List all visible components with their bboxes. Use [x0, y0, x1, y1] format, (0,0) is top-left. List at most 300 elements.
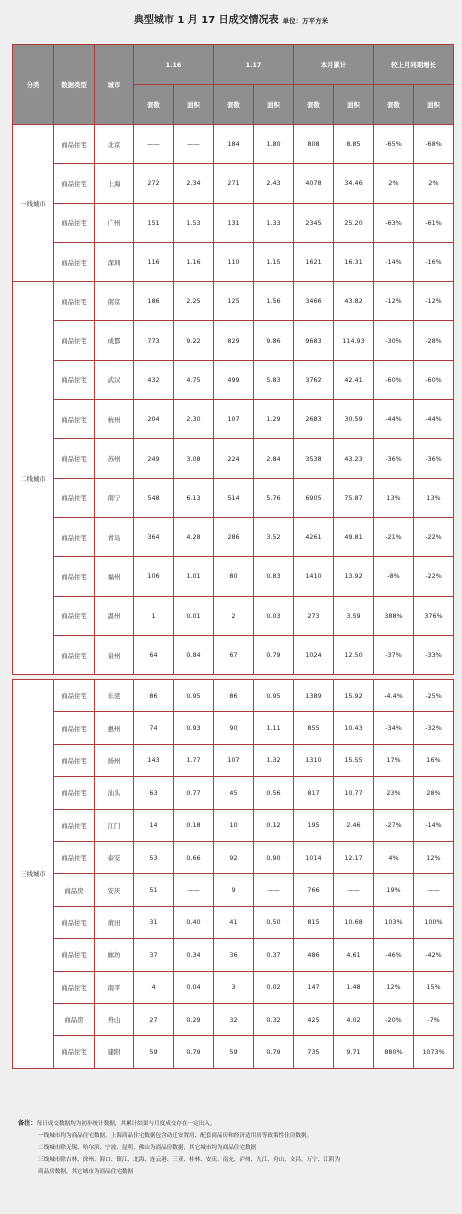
value-cell: 67 — [214, 635, 254, 674]
value-cell: 4078 — [294, 164, 334, 203]
value-cell: -44% — [414, 400, 454, 439]
value-cell: 0.93 — [174, 712, 214, 744]
value-cell: 4.28 — [174, 517, 214, 556]
value-cell: 6.13 — [174, 478, 214, 517]
data-type-cell: 商品住宅 — [54, 596, 95, 635]
value-cell: 100% — [414, 906, 454, 938]
value-cell: -14% — [414, 809, 454, 841]
value-cell: -44% — [374, 400, 414, 439]
value-cell: 3.08 — [174, 439, 214, 478]
value-cell: 1.01 — [174, 557, 214, 596]
table-row — [13, 282, 454, 321]
header-group-growth: 较上月同期增长 — [374, 45, 454, 85]
page-title: 典型城市 1 月 17 日成交情况表 — [133, 15, 279, 26]
value-cell: 2% — [414, 164, 454, 203]
value-cell: 131 — [214, 203, 254, 242]
table-tier-1-2 — [12, 124, 454, 675]
value-cell: 0.79 — [254, 635, 294, 674]
value-cell: 829 — [214, 321, 254, 360]
value-cell: 116 — [134, 242, 174, 281]
value-cell: -7% — [414, 1003, 454, 1035]
data-type-cell: 商品住宅 — [54, 777, 95, 809]
value-cell: 63 — [134, 777, 174, 809]
value-cell: 13% — [374, 478, 414, 517]
table-row — [13, 680, 454, 712]
value-cell: 4 — [134, 971, 174, 1003]
value-cell: 808 — [294, 125, 334, 164]
value-cell: 8.85 — [334, 125, 374, 164]
value-cell: -65% — [374, 125, 414, 164]
value-cell: 90 — [214, 712, 254, 744]
value-cell: 2 — [214, 596, 254, 635]
value-cell: 10.43 — [334, 712, 374, 744]
table-row — [13, 712, 454, 744]
value-cell: 1310 — [294, 744, 334, 776]
value-cell: 110 — [214, 242, 254, 281]
city-cell: 廊坊 — [95, 939, 134, 971]
value-cell: -4.4% — [374, 680, 414, 712]
value-cell: 74 — [134, 712, 174, 744]
value-cell: -36% — [414, 439, 454, 478]
value-cell: 23% — [374, 777, 414, 809]
value-cell: 32 — [214, 1003, 254, 1035]
value-cell: 12% — [374, 971, 414, 1003]
city-cell: 青岛 — [95, 517, 134, 556]
city-cell: 扬州 — [95, 744, 134, 776]
value-cell: 64 — [134, 635, 174, 674]
table-row — [13, 939, 454, 971]
city-cell: 福州 — [95, 557, 134, 596]
value-cell: 151 — [134, 203, 174, 242]
value-cell: 36 — [214, 939, 254, 971]
category-cell: 二线城市 — [13, 282, 54, 675]
value-cell: 0.01 — [174, 596, 214, 635]
value-cell: -12% — [414, 282, 454, 321]
value-cell: 249 — [134, 439, 174, 478]
table-row — [13, 596, 454, 635]
header-group-0117: 1.17 — [214, 45, 294, 85]
value-cell: 59 — [214, 1036, 254, 1068]
value-cell: 425 — [294, 1003, 334, 1035]
data-type-cell: 商品住宅 — [54, 744, 95, 776]
value-cell: 204 — [134, 400, 174, 439]
value-cell: 6905 — [294, 478, 334, 517]
value-cell: 106 — [134, 557, 174, 596]
value-cell: 1.33 — [254, 203, 294, 242]
value-cell: 12.50 — [334, 635, 374, 674]
note-line: 二线城市除无锡、哈尔滨、宁波、昆明、佛山为商品房数据，其它城市均为商品住宅数据 — [38, 1145, 257, 1151]
value-cell: 9.22 — [174, 321, 214, 360]
header-sub: 套数 — [374, 85, 414, 125]
value-cell: 388% — [374, 596, 414, 635]
value-cell: 86 — [214, 680, 254, 712]
table-row — [13, 635, 454, 674]
value-cell: 186 — [134, 282, 174, 321]
value-cell: -42% — [414, 939, 454, 971]
city-cell: 杭州 — [95, 400, 134, 439]
city-cell: 南平 — [95, 971, 134, 1003]
value-cell: 107 — [214, 400, 254, 439]
value-cell: 28% — [414, 777, 454, 809]
table-tier-3 — [12, 679, 454, 1069]
value-cell: 107 — [214, 744, 254, 776]
value-cell: 0.90 — [254, 841, 294, 873]
value-cell: 1410 — [294, 557, 334, 596]
value-cell: 92 — [214, 841, 254, 873]
value-cell: -46% — [374, 939, 414, 971]
value-cell: —— — [174, 874, 214, 906]
table-row — [13, 874, 454, 906]
value-cell: 43.82 — [334, 282, 374, 321]
city-cell: 广州 — [95, 203, 134, 242]
value-cell: 2.34 — [174, 164, 214, 203]
data-type-cell: 商品住宅 — [54, 282, 95, 321]
data-type-cell: 商品住宅 — [54, 712, 95, 744]
value-cell: 42.41 — [334, 360, 374, 399]
value-cell: 0.84 — [174, 635, 214, 674]
value-cell: 4.75 — [174, 360, 214, 399]
data-type-cell: 商品住宅 — [54, 478, 95, 517]
city-cell: 泉州 — [95, 635, 134, 674]
value-cell: 3466 — [294, 282, 334, 321]
value-cell: -34% — [374, 712, 414, 744]
value-cell: -37% — [374, 635, 414, 674]
value-cell: 0.50 — [254, 906, 294, 938]
value-cell: 2.43 — [254, 164, 294, 203]
value-cell: -8% — [374, 557, 414, 596]
value-cell: 1.56 — [254, 282, 294, 321]
value-cell: 4.02 — [334, 1003, 374, 1035]
city-cell: 南京 — [95, 282, 134, 321]
value-cell: 2683 — [294, 400, 334, 439]
note-line: 商品房数据，其它城市为商品住宅数据 — [38, 1169, 134, 1175]
value-cell: 3.59 — [334, 596, 374, 635]
value-cell: 1.53 — [174, 203, 214, 242]
table-row — [13, 517, 454, 556]
city-cell: 苏州 — [95, 439, 134, 478]
value-cell: 880% — [374, 1036, 414, 1068]
value-cell: 0.34 — [174, 939, 214, 971]
table-row — [13, 1036, 454, 1068]
data-type-cell: 商品住宅 — [54, 439, 95, 478]
header-data-type: 数据类型 — [54, 45, 95, 125]
value-cell: 13% — [414, 478, 454, 517]
value-cell: 1.11 — [254, 712, 294, 744]
data-type-cell: 商品住宅 — [54, 400, 95, 439]
city-cell: 舟山 — [95, 1003, 134, 1035]
value-cell: 34.46 — [334, 164, 374, 203]
value-cell: 514 — [214, 478, 254, 517]
value-cell: 735 — [294, 1036, 334, 1068]
note-line: 三线城市除吉林、徐州、海口、镇江、北海、连云港、三亚、桂林、安庆、南充、泸州、九江、舟山、文昌、万宁、江阴为 — [38, 1157, 341, 1163]
value-cell: 125 — [214, 282, 254, 321]
value-cell: 273 — [294, 596, 334, 635]
value-cell: 1.15 — [254, 242, 294, 281]
value-cell: 17% — [374, 744, 414, 776]
value-cell: 0.79 — [174, 1036, 214, 1068]
header-sub: 套数 — [134, 85, 174, 125]
city-cell: 北京 — [95, 125, 134, 164]
value-cell: 2% — [374, 164, 414, 203]
value-cell: 59 — [134, 1036, 174, 1068]
value-cell: 4% — [374, 841, 414, 873]
value-cell: 13.92 — [334, 557, 374, 596]
title-row — [0, 8, 462, 26]
value-cell: -63% — [374, 203, 414, 242]
table-row — [13, 400, 454, 439]
unit-label: 单位：万平方米 — [282, 17, 329, 25]
header-city: 城市 — [95, 45, 134, 125]
city-cell: 安庆 — [95, 874, 134, 906]
value-cell: 86 — [134, 680, 174, 712]
city-cell: 成都 — [95, 321, 134, 360]
value-cell: 9683 — [294, 321, 334, 360]
value-cell: 143 — [134, 744, 174, 776]
value-cell: 548 — [134, 478, 174, 517]
value-cell: -25% — [414, 680, 454, 712]
note-line: 备注：每日成交数据均为初步统计数据，其累计结果与月度成交存在一定出入。 — [18, 1120, 216, 1127]
value-cell: 12% — [414, 841, 454, 873]
data-type-cell: 商品住宅 — [54, 939, 95, 971]
value-cell: -30% — [374, 321, 414, 360]
data-type-cell: 商品房 — [54, 1003, 95, 1035]
value-cell: -27% — [374, 809, 414, 841]
value-cell: -60% — [414, 360, 454, 399]
value-cell: 5.83 — [254, 360, 294, 399]
header-sub: 套数 — [214, 85, 254, 125]
value-cell: 1.48 — [334, 971, 374, 1003]
table-row — [13, 203, 454, 242]
data-type-cell: 商品住宅 — [54, 517, 95, 556]
value-cell: 195 — [294, 809, 334, 841]
value-cell: -61% — [414, 203, 454, 242]
value-cell: 0.66 — [174, 841, 214, 873]
value-cell: 499 — [214, 360, 254, 399]
data-type-cell: 商品住宅 — [54, 809, 95, 841]
value-cell: —— — [174, 125, 214, 164]
value-cell: 43.23 — [334, 439, 374, 478]
value-cell: 2.46 — [334, 809, 374, 841]
data-type-cell: 商品住宅 — [54, 1036, 95, 1068]
data-type-cell: 商品住宅 — [54, 125, 95, 164]
data-type-cell: 商品住宅 — [54, 242, 95, 281]
value-cell: 114.93 — [334, 321, 374, 360]
city-cell: 惠州 — [95, 712, 134, 744]
value-cell: 80 — [214, 557, 254, 596]
value-cell: 27 — [134, 1003, 174, 1035]
table-row — [13, 439, 454, 478]
header-sub: 面积 — [414, 85, 454, 125]
value-cell: 1024 — [294, 635, 334, 674]
header-sub: 套数 — [294, 85, 334, 125]
value-cell: -16% — [414, 242, 454, 281]
value-cell: 45 — [214, 777, 254, 809]
value-cell: 0.79 — [254, 1036, 294, 1068]
value-cell: 224 — [214, 439, 254, 478]
value-cell: 376% — [414, 596, 454, 635]
data-type-cell: 商品住宅 — [54, 971, 95, 1003]
value-cell: 0.04 — [174, 971, 214, 1003]
value-cell: 486 — [294, 939, 334, 971]
value-cell: -68% — [414, 125, 454, 164]
value-cell: 10.77 — [334, 777, 374, 809]
value-cell: 12.17 — [334, 841, 374, 873]
value-cell: 0.32 — [254, 1003, 294, 1035]
value-cell: 0.95 — [254, 680, 294, 712]
value-cell: 0.02 — [254, 971, 294, 1003]
value-cell: —— — [254, 874, 294, 906]
table-row — [13, 360, 454, 399]
city-cell: 温州 — [95, 596, 134, 635]
value-cell: -22% — [414, 517, 454, 556]
table-row — [13, 321, 454, 360]
table-row — [13, 809, 454, 841]
value-cell: 9.86 — [254, 321, 294, 360]
data-type-cell: 商品住宅 — [54, 321, 95, 360]
value-cell: 9.71 — [334, 1036, 374, 1068]
value-cell: 2345 — [294, 203, 334, 242]
table-row — [13, 744, 454, 776]
value-cell: 1.32 — [254, 744, 294, 776]
value-cell: 147 — [294, 971, 334, 1003]
data-type-cell: 商品住宅 — [54, 680, 95, 712]
value-cell: 75.87 — [334, 478, 374, 517]
city-cell: 南宁 — [95, 478, 134, 517]
value-cell: 1.29 — [254, 400, 294, 439]
value-cell: 16% — [414, 744, 454, 776]
value-cell: 30.59 — [334, 400, 374, 439]
value-cell: 16.31 — [334, 242, 374, 281]
value-cell: -12% — [374, 282, 414, 321]
value-cell: 25.20 — [334, 203, 374, 242]
value-cell: 5.76 — [254, 478, 294, 517]
city-cell: 莆田 — [95, 906, 134, 938]
notes — [18, 1118, 448, 1178]
value-cell: -36% — [374, 439, 414, 478]
value-cell: -14% — [374, 242, 414, 281]
data-type-cell: 商品住宅 — [54, 841, 95, 873]
data-type-cell: 商品住宅 — [54, 360, 95, 399]
data-type-cell: 商品住宅 — [54, 906, 95, 938]
data-type-cell: 商品房 — [54, 874, 95, 906]
category-cell: 一线城市 — [13, 125, 54, 282]
value-cell: 15% — [414, 971, 454, 1003]
value-cell: -21% — [374, 517, 414, 556]
value-cell: 2.25 — [174, 282, 214, 321]
table-row — [13, 971, 454, 1003]
value-cell: 432 — [134, 360, 174, 399]
notes-label: 备注： — [18, 1120, 37, 1127]
table-row — [13, 906, 454, 938]
header-sub: 面积 — [334, 85, 374, 125]
value-cell: 10.68 — [334, 906, 374, 938]
value-cell: 0.12 — [254, 809, 294, 841]
value-cell: 3 — [214, 971, 254, 1003]
value-cell: -28% — [414, 321, 454, 360]
data-type-cell: 商品住宅 — [54, 203, 95, 242]
header-group-month: 本月累计 — [294, 45, 374, 85]
city-cell: 武汉 — [95, 360, 134, 399]
value-cell: 37 — [134, 939, 174, 971]
header-sub: 面积 — [174, 85, 214, 125]
value-cell: 51 — [134, 874, 174, 906]
value-cell: 0.18 — [174, 809, 214, 841]
value-cell: 103% — [374, 906, 414, 938]
value-cell: 9 — [214, 874, 254, 906]
value-cell: 286 — [214, 517, 254, 556]
header-category: 分类 — [13, 45, 54, 125]
value-cell: —— — [414, 874, 454, 906]
value-cell: -33% — [414, 635, 454, 674]
city-cell: 深圳 — [95, 242, 134, 281]
value-cell: 272 — [134, 164, 174, 203]
table-row — [13, 841, 454, 873]
value-cell: -22% — [414, 557, 454, 596]
value-cell: 1.80 — [254, 125, 294, 164]
value-cell: 31 — [134, 906, 174, 938]
value-cell: 0.56 — [254, 777, 294, 809]
city-cell: 汕头 — [95, 777, 134, 809]
value-cell: 364 — [134, 517, 174, 556]
value-cell: 3538 — [294, 439, 334, 478]
value-cell: 2.30 — [174, 400, 214, 439]
value-cell: —— — [134, 125, 174, 164]
value-cell: 15.55 — [334, 744, 374, 776]
value-cell: 1.16 — [174, 242, 214, 281]
value-cell: 1.77 — [174, 744, 214, 776]
table-row — [13, 125, 454, 164]
city-cell: 建阳 — [95, 1036, 134, 1068]
value-cell: 184 — [214, 125, 254, 164]
value-cell: 1 — [134, 596, 174, 635]
value-cell: 14 — [134, 809, 174, 841]
value-cell: -20% — [374, 1003, 414, 1035]
value-cell: -32% — [414, 712, 454, 744]
value-cell: 1621 — [294, 242, 334, 281]
value-cell: 49.81 — [334, 517, 374, 556]
city-cell: 东莞 — [95, 680, 134, 712]
value-cell: 3.52 — [254, 517, 294, 556]
table-row — [13, 557, 454, 596]
value-cell: 0.95 — [174, 680, 214, 712]
value-cell: 1014 — [294, 841, 334, 873]
city-cell: 泰安 — [95, 841, 134, 873]
value-cell: 855 — [294, 712, 334, 744]
value-cell: 0.03 — [254, 596, 294, 635]
value-cell: 4.61 — [334, 939, 374, 971]
data-type-cell: 商品住宅 — [54, 557, 95, 596]
value-cell: 10 — [214, 809, 254, 841]
value-cell: 3762 — [294, 360, 334, 399]
table-header — [12, 44, 454, 125]
note-line: 一线城市均为商品住宅数据，上海商品住宅数据包含动迁安置房、配套商品房和经济适用房等政策性住房数据。 — [38, 1133, 313, 1139]
value-cell: 815 — [294, 906, 334, 938]
header-sub: 面积 — [254, 85, 294, 125]
value-cell: 766 — [294, 874, 334, 906]
table-row — [13, 478, 454, 517]
table-row — [13, 164, 454, 203]
value-cell: 4261 — [294, 517, 334, 556]
table-row — [13, 242, 454, 281]
header-group-0116: 1.16 — [134, 45, 214, 85]
city-cell: 上海 — [95, 164, 134, 203]
city-cell: 江门 — [95, 809, 134, 841]
value-cell: 0.77 — [174, 777, 214, 809]
value-cell: 817 — [294, 777, 334, 809]
value-cell: 1073% — [414, 1036, 454, 1068]
value-cell: 19% — [374, 874, 414, 906]
table-row — [13, 777, 454, 809]
